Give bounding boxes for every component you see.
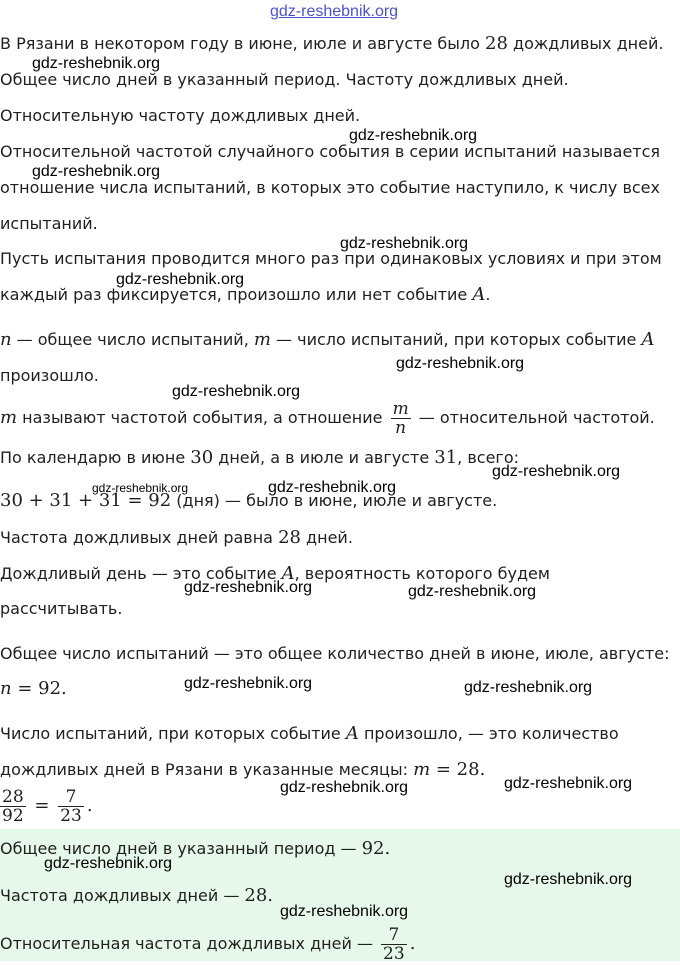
variable: m <box>0 407 18 428</box>
denominator: 92 <box>2 806 24 826</box>
text: В Рязани в некотором году в июне, июле и августе было <box>0 34 486 53</box>
text: Число испытаний, при которых событие <box>0 724 346 743</box>
line-17: Общее число испытаний — это общее количество дней в июне, июле, августе: <box>0 644 670 663</box>
line-11 <box>0 396 655 440</box>
equation: 30 + 31 + 31 = 92 <box>0 490 172 511</box>
fraction <box>58 788 84 825</box>
watermark: gdz-reshebnik.org <box>172 383 301 400</box>
variable: n <box>0 329 12 350</box>
numerator: 7 <box>381 926 407 945</box>
watermark: gdz-reshebnik.org <box>396 355 525 372</box>
variable: m <box>413 759 431 780</box>
watermark: gdz-reshebnik.org <box>492 463 621 480</box>
line-8 <box>0 285 490 305</box>
line-1 <box>0 34 663 54</box>
text: , всего: <box>457 448 519 467</box>
text: По календарю в июне <box>0 448 191 467</box>
watermark: gdz-reshebnik.org <box>268 479 397 496</box>
watermark: gdz-reshebnik.org <box>32 163 161 180</box>
watermark: gdz-reshebnik.org <box>32 55 161 72</box>
watermark: gdz-reshebnik.org <box>340 235 469 252</box>
variable: A <box>345 723 359 744</box>
text: Частота дождливых дней равна <box>0 528 279 547</box>
text: (дня) — было в июне, июле и августе. <box>171 491 498 510</box>
text: произошло, — это количество <box>358 724 619 743</box>
equation: = 28. <box>430 759 486 780</box>
line-6: испытаний. <box>0 214 98 233</box>
watermark: gdz-reshebnik.org <box>504 775 633 792</box>
equals: = <box>28 795 56 816</box>
watermark: gdz-reshebnik.org <box>349 127 478 144</box>
number: 28 <box>485 33 508 54</box>
period: . <box>409 933 416 954</box>
text: Общее число дней в указанный период — <box>0 839 362 858</box>
number: 30 <box>190 447 214 468</box>
denominator: 23 <box>383 944 405 964</box>
site-link[interactable]: gdz-reshebnik.org <box>270 3 399 20</box>
number: 92. <box>361 838 391 859</box>
watermark: gdz-reshebnik.org <box>280 903 409 920</box>
text: называют частотой события, а отношение <box>17 408 388 427</box>
variable: A <box>472 284 486 305</box>
text: дней. <box>300 528 353 547</box>
watermark: gdz-reshebnik.org <box>280 779 409 796</box>
line-14 <box>0 528 353 548</box>
denominator: n <box>395 418 407 438</box>
numerator: 28 <box>2 787 24 807</box>
variable: A <box>641 329 655 350</box>
line-2: Общее число дней в указанный период. Частоту дождливых дней. <box>0 70 569 89</box>
text: Частота дождливых дней — <box>0 886 245 905</box>
line-4: Относительной частотой случайного события в серии испытаний называется <box>0 142 661 161</box>
variable: m <box>253 329 271 350</box>
line-7: Пусть испытания проводится много раз при одинаковых условиях и при этом <box>0 249 662 268</box>
watermark: gdz-reshebnik.org <box>504 871 633 888</box>
line-18 <box>0 679 67 699</box>
text: каждый раз фиксируется, произошло или нет событие <box>0 285 473 304</box>
number: 28. <box>244 885 274 906</box>
text: — относительной частотой. <box>413 408 655 427</box>
watermark: gdz-reshebnik.org <box>464 679 593 696</box>
text: дождливых дней в Рязани в указанные месяцы: <box>0 760 414 779</box>
fraction <box>391 400 411 437</box>
text: Относительная частота дождливых дней — <box>0 934 379 953</box>
text: дней, а в июле и августе <box>213 448 435 467</box>
line-10: произошло. <box>0 366 99 385</box>
line-5: отношение числа испытаний, в которых это событие наступило, к числу всех <box>0 178 660 197</box>
line-fraction-result <box>0 784 93 828</box>
numerator: 7 <box>58 788 84 807</box>
watermark: gdz-reshebnik.org <box>408 583 537 600</box>
fraction <box>0 788 26 825</box>
number: 31 <box>434 447 458 468</box>
text: . <box>485 285 491 304</box>
number: 28 <box>278 527 301 548</box>
answer-line-2 <box>0 886 273 906</box>
text: — общее число испытаний, <box>11 330 254 349</box>
line-16: рассчитывать. <box>0 599 123 618</box>
variable: n <box>0 678 12 699</box>
line-9 <box>0 330 654 350</box>
watermark: gdz-reshebnik.org <box>44 855 173 872</box>
equation: = 92. <box>11 678 67 699</box>
variable: A <box>281 563 295 584</box>
watermark: gdz-reshebnik.org <box>92 481 189 495</box>
line-20 <box>0 760 485 780</box>
text: Дождливый день — это событие <box>0 564 282 583</box>
line-3: Относительную частоту дождливых дней. <box>0 106 361 125</box>
text: дождливых дней. <box>507 34 664 53</box>
text: , вероятность которого будем <box>294 564 550 583</box>
numerator: m <box>392 399 409 419</box>
line-12 <box>0 448 519 468</box>
answer-line-3 <box>0 922 415 966</box>
line-13 <box>0 491 497 511</box>
fraction <box>381 926 407 963</box>
watermark: gdz-reshebnik.org <box>116 271 245 288</box>
period: . <box>86 795 93 816</box>
watermark: gdz-reshebnik.org <box>184 675 313 692</box>
watermark: gdz-reshebnik.org <box>184 579 313 596</box>
line-19 <box>0 724 619 744</box>
denominator: 23 <box>60 806 82 826</box>
text: — число испытаний, при которых событие <box>270 330 642 349</box>
